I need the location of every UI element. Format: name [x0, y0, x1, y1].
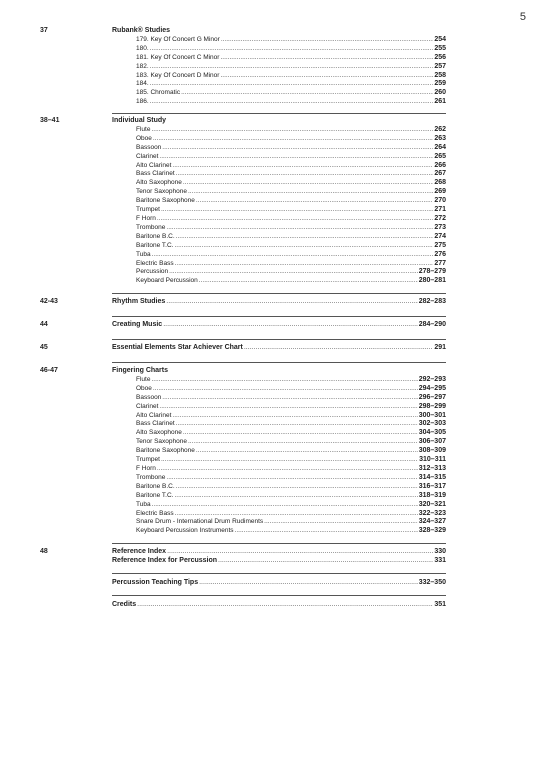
leader-dots: [188, 438, 418, 447]
leader-dots: [159, 403, 417, 412]
section-pages: 284–290: [418, 321, 446, 328]
entry-pages: 292–293: [418, 375, 446, 383]
entry-label: Baritone B.C.: [136, 482, 175, 490]
toc-section: [40, 344, 446, 353]
section-heading: [112, 367, 446, 376]
section-number: 44: [40, 321, 48, 328]
entry-label: Flute: [136, 125, 151, 133]
toc-entry: [136, 394, 446, 403]
section-divider: [112, 293, 446, 294]
section-pages: 351: [434, 601, 446, 608]
toc-entry: [136, 36, 446, 45]
section-pages: 332–350: [418, 579, 446, 586]
section-heading: [112, 557, 446, 566]
entry-label: Trombone: [136, 473, 166, 481]
entry-label: Bassoon: [136, 143, 162, 151]
leader-dots: [218, 557, 433, 566]
toc-entry: [136, 251, 446, 260]
entry-label: Baritone B.C.: [136, 232, 175, 240]
leader-dots: [150, 63, 434, 72]
entry-pages: 314–315: [418, 473, 446, 481]
toc-entry: [136, 144, 446, 153]
section-number: 37: [40, 27, 48, 34]
toc-entry: [136, 465, 446, 474]
section-title: Rhythm Studies: [112, 298, 166, 305]
leader-dots: [166, 298, 417, 307]
entry-pages: 308–309: [418, 447, 446, 455]
toc-entry: [136, 277, 446, 286]
toc-entry: [136, 54, 446, 63]
entry-pages: 302–303: [418, 420, 446, 428]
leader-dots: [153, 135, 433, 144]
entry-pages: 324–327: [418, 518, 446, 526]
entry-label: Trumpet: [136, 206, 160, 214]
leader-dots: [235, 527, 418, 536]
toc-entry: [136, 403, 446, 412]
leader-dots: [244, 344, 433, 353]
section-body: [112, 321, 446, 330]
toc-section: [40, 579, 446, 588]
leader-dots: [157, 215, 433, 224]
leader-dots: [152, 251, 434, 260]
entry-label: Alto Clarinet: [136, 411, 172, 419]
entry-pages: 273: [434, 223, 446, 231]
section-title: Fingering Charts: [112, 367, 169, 374]
toc-entry: [136, 135, 446, 144]
toc-section: [40, 298, 446, 307]
leader-dots: [196, 447, 418, 456]
entry-pages: 278–279: [418, 268, 446, 276]
entry-pages: 257: [434, 62, 446, 70]
entry-label: Clarinet: [136, 152, 159, 160]
entry-pages: 274: [434, 232, 446, 240]
entry-pages: 310–311: [419, 456, 446, 464]
entry-label: Alto Clarinet: [136, 161, 172, 169]
section-title: Percussion Teaching Tips: [112, 579, 199, 586]
toc-section: [40, 367, 446, 536]
section-heading: [112, 601, 446, 610]
leader-dots: [172, 162, 433, 171]
entry-label: 181. Key Of Concert C Minor: [136, 53, 220, 61]
entry-label: Bassoon: [136, 393, 162, 401]
entry-label: F Horn: [136, 214, 156, 222]
leader-dots: [220, 54, 433, 63]
entry-label: Oboe: [136, 384, 152, 392]
section-title: Essential Elements Star Achiever Chart: [112, 344, 243, 351]
entry-label: 180.: [136, 44, 149, 52]
entry-pages: 312–313: [418, 464, 446, 472]
leader-dots: [166, 474, 417, 483]
leader-dots: [176, 483, 418, 492]
toc-entry: [136, 126, 446, 135]
entry-pages: 256: [434, 53, 446, 61]
section-pages: 330: [434, 548, 446, 555]
table-of-contents: [40, 27, 446, 647]
leader-dots: [162, 144, 433, 153]
entry-pages: 322–323: [418, 509, 446, 517]
leader-dots: [199, 579, 418, 588]
toc-entry: [136, 197, 446, 206]
section-number: 38–41: [40, 117, 60, 124]
section-pages: 291: [434, 344, 446, 351]
section-heading: [112, 579, 446, 588]
entry-pages: 306–307: [418, 438, 446, 446]
entry-pages: 272: [434, 214, 446, 222]
entry-label: 184.: [136, 80, 149, 88]
entry-label: Electric Bass: [136, 259, 174, 267]
toc-entry: [136, 483, 446, 492]
toc-entry: [136, 179, 446, 188]
section-title: Rubank® Studies: [112, 27, 171, 34]
toc-entry: [136, 98, 446, 107]
toc-entry: [136, 412, 446, 421]
section-divider: [112, 316, 446, 317]
section-body: [112, 344, 446, 353]
entry-label: 185. Chromatic: [136, 89, 181, 97]
toc-entry: [136, 474, 446, 483]
leader-dots: [264, 518, 418, 527]
leader-dots: [169, 268, 418, 277]
entry-pages: 268: [434, 179, 446, 187]
section-body: [112, 367, 446, 536]
section-heading: [112, 298, 446, 307]
entry-pages: 296–297: [418, 393, 446, 401]
entry-pages: 259: [434, 80, 446, 88]
entry-pages: 260: [434, 89, 446, 97]
leader-dots: [183, 429, 418, 438]
toc-entry: [136, 510, 446, 519]
leader-dots: [199, 277, 418, 286]
entry-label: 186.: [136, 98, 149, 106]
leader-dots: [162, 394, 417, 403]
entry-pages: 263: [434, 134, 446, 142]
leader-dots: [150, 80, 434, 89]
entry-label: Baritone Saxophone: [136, 447, 195, 455]
entry-label: Percussion: [136, 268, 169, 276]
toc-entry: [136, 492, 446, 501]
toc-entry: [136, 63, 446, 72]
section-heading: [112, 27, 446, 36]
entry-pages: 300–301: [418, 411, 446, 419]
leader-dots: [166, 224, 433, 233]
section-pages: 331: [434, 556, 446, 564]
toc-entry: [136, 72, 446, 81]
leader-dots: [161, 206, 433, 215]
entry-pages: 320–321: [418, 500, 446, 508]
section-body: [112, 298, 446, 307]
entry-label: 179. Key Of Concert G Minor: [136, 35, 220, 43]
entry-pages: 304–305: [418, 429, 446, 437]
section-title: Reference Index for Percussion: [112, 556, 218, 564]
toc-entry: [136, 429, 446, 438]
entry-label: Snare Drum - International Drum Rudiments: [136, 518, 264, 526]
toc-section: [40, 117, 446, 286]
entry-label: Baritone T.C.: [136, 241, 174, 249]
section-divider: [112, 113, 446, 114]
entry-pages: 275: [434, 241, 446, 249]
toc-entry: [136, 438, 446, 447]
entry-pages: 316–317: [418, 482, 446, 490]
toc-section: [40, 601, 446, 610]
entry-pages: 271: [434, 206, 446, 214]
toc-entry: [136, 447, 446, 456]
entry-label: Clarinet: [136, 402, 159, 410]
entry-label: Baritone Saxophone: [136, 197, 195, 205]
toc-section: [40, 27, 446, 107]
entry-label: Alto Saxophone: [136, 429, 182, 437]
section-body: [112, 579, 446, 588]
toc-entry: [136, 224, 446, 233]
section-title: Credits: [112, 601, 137, 608]
toc-entry: [136, 233, 446, 242]
leader-dots: [176, 420, 418, 429]
leader-dots: [172, 412, 417, 421]
entry-label: F Horn: [136, 464, 156, 472]
toc-entry: [136, 501, 446, 510]
section-heading: [112, 321, 446, 330]
leader-dots: [161, 456, 418, 465]
entry-pages: 298–299: [418, 402, 446, 410]
entry-pages: 270: [434, 197, 446, 205]
leader-dots: [153, 385, 418, 394]
toc-entry: [136, 162, 446, 171]
toc-entry: [136, 242, 446, 251]
leader-dots: [163, 321, 418, 330]
toc-entry: [136, 268, 446, 277]
leader-dots: [181, 89, 433, 98]
entry-pages: 262: [434, 125, 446, 133]
leader-dots: [183, 179, 433, 188]
entry-pages: 277: [434, 259, 446, 267]
toc-entry: [136, 170, 446, 179]
entry-pages: 318–319: [418, 491, 446, 499]
leader-dots: [176, 170, 434, 179]
entry-pages: 254: [434, 35, 446, 43]
section-heading: [112, 117, 446, 126]
toc-entry: [136, 260, 446, 269]
leader-dots: [150, 98, 434, 107]
section-heading: [112, 548, 446, 557]
leader-dots: [220, 72, 433, 81]
section-divider: [112, 595, 446, 596]
entry-pages: 267: [434, 170, 446, 178]
page-number: 5: [519, 11, 526, 23]
leader-dots: [196, 197, 433, 206]
leader-dots: [151, 376, 417, 385]
section-divider: [112, 573, 446, 574]
entry-pages: 276: [434, 250, 446, 258]
entry-label: Keyboard Percussion Instruments: [136, 527, 234, 535]
entry-label: Flute: [136, 375, 151, 383]
section-divider: [112, 543, 446, 544]
section-divider: [112, 362, 446, 363]
toc-section: [40, 321, 446, 330]
toc-entry: [136, 206, 446, 215]
entry-label: Oboe: [136, 134, 152, 142]
leader-dots: [188, 188, 433, 197]
toc-entry: [136, 215, 446, 224]
entry-pages: 280–281: [418, 277, 446, 285]
leader-dots: [137, 601, 433, 610]
leader-dots: [176, 233, 434, 242]
leader-dots: [150, 45, 434, 54]
entry-label: Tenor Saxophone: [136, 438, 187, 446]
section-body: [112, 548, 446, 566]
leader-dots: [174, 492, 417, 501]
leader-dots: [159, 153, 433, 162]
toc-entry: [136, 376, 446, 385]
entry-pages: 294–295: [418, 384, 446, 392]
section-number: 48: [40, 548, 48, 555]
section-title: Creating Music: [112, 321, 163, 328]
entry-pages: 328–329: [418, 527, 446, 535]
entry-label: Trombone: [136, 223, 166, 231]
section-pages: 282–283: [418, 298, 446, 305]
toc-entry: [136, 89, 446, 98]
leader-dots: [151, 126, 433, 135]
entry-pages: 269: [434, 188, 446, 196]
entry-pages: 265: [434, 152, 446, 160]
section-number: 46-47: [40, 367, 58, 374]
leader-dots: [157, 465, 418, 474]
leader-dots: [174, 242, 433, 251]
entry-label: Tuba: [136, 250, 151, 258]
section-number: 42-43: [40, 298, 58, 305]
toc-entry: [136, 456, 446, 465]
section-body: [112, 117, 446, 286]
entry-label: Bass Clarinet: [136, 420, 175, 428]
section-title: Individual Study: [112, 117, 167, 124]
entry-label: Alto Saxophone: [136, 179, 182, 187]
entry-label: Keyboard Percussion: [136, 277, 198, 285]
section-heading: [112, 344, 446, 353]
entry-pages: 266: [434, 161, 446, 169]
entry-label: 183. Key Of Concert D Minor: [136, 71, 220, 79]
entry-pages: 264: [434, 143, 446, 151]
toc-entry: [136, 385, 446, 394]
toc-entry: [136, 153, 446, 162]
section-body: [112, 601, 446, 610]
leader-dots: [152, 501, 418, 510]
entry-label: Tenor Saxophone: [136, 188, 187, 196]
entry-pages: 255: [434, 44, 446, 52]
leader-dots: [221, 36, 434, 45]
leader-dots: [167, 548, 433, 557]
section-body: [112, 27, 446, 107]
entry-label: Electric Bass: [136, 509, 174, 517]
toc-entry: [136, 527, 446, 536]
section-title: Reference Index: [112, 548, 167, 555]
toc-entry: [136, 188, 446, 197]
toc-section: [40, 548, 446, 566]
section-number: 45: [40, 344, 48, 351]
entry-label: Baritone T.C.: [136, 491, 174, 499]
section-divider: [112, 339, 446, 340]
leader-dots: [175, 510, 418, 519]
entry-label: Bass Clarinet: [136, 170, 175, 178]
entry-pages: 258: [434, 71, 446, 79]
entry-label: Tuba: [136, 500, 151, 508]
entry-label: 182.: [136, 62, 149, 70]
toc-entry: [136, 420, 446, 429]
entry-label: Trumpet: [136, 456, 160, 464]
toc-entry: [136, 45, 446, 54]
toc-entry: [136, 80, 446, 89]
leader-dots: [175, 260, 434, 269]
entry-pages: 261: [434, 98, 446, 106]
toc-entry: [136, 518, 446, 527]
